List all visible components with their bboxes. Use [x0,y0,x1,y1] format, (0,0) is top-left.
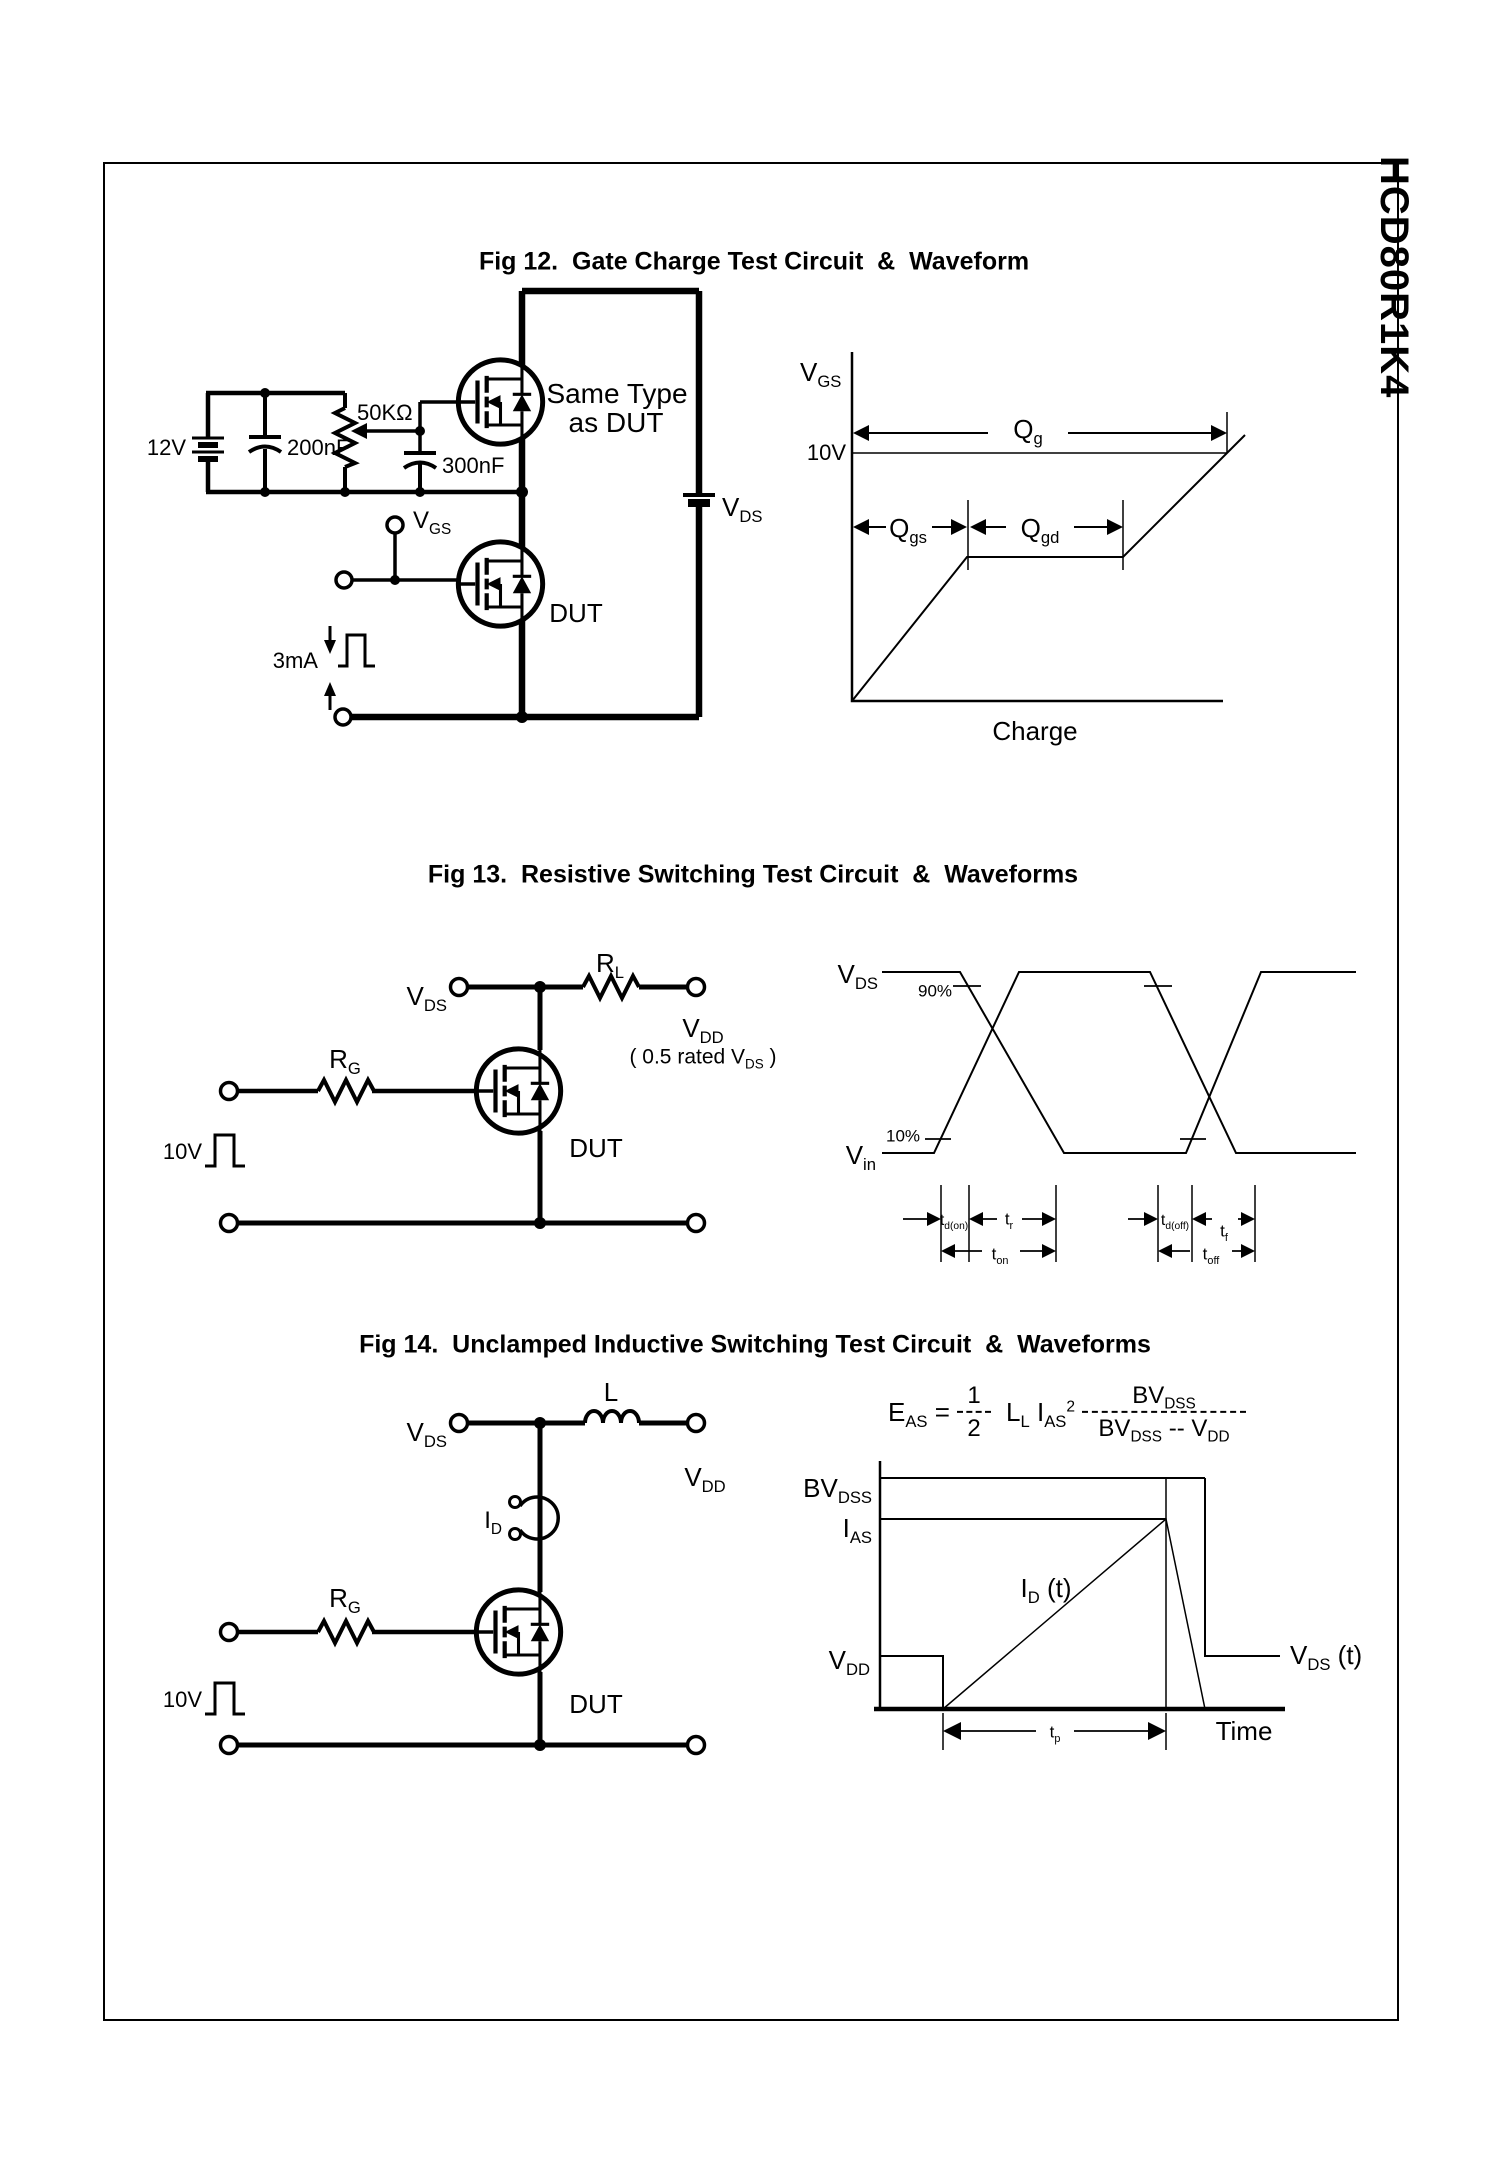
fig14-waveform [874,1461,1285,1750]
fig14-vds-label: $V_{DS}$ [406,1417,447,1452]
fig13-wf-tr-label: $t_r$ [1004,1209,1014,1232]
fig12-supply-label: 12V [146,435,186,460]
fig12-title: Fig 12. Gate Charge Test Circuit & Waveform [478,247,1030,276]
fig14-formula-terms: $L_L$ $I_{AS}^2$ [1006,1397,1076,1432]
fig14-wf-xlabel: Time [1215,1716,1273,1746]
fig12-source-current-label: 3mA [272,648,318,673]
fig13-wf-tf-label: $t_f$ [1220,1221,1228,1244]
fig13-drive-label: 10V [162,1139,202,1164]
fig13-title: Fig 13. Resistive Switching Test Circuit & Waveforms [427,860,1079,889]
fraction-bar [1082,1411,1246,1413]
fraction-numerator: $BV_{DSS}$ [1132,1381,1196,1413]
fig14-formula-bv-fraction [1082,1381,1246,1446]
fig14-formula-half-fraction: 1 2 [955,1383,993,1441]
fig12-wf-yaxis-label: $V_{GS}$ [800,357,842,392]
fig14-terminals [221,1415,705,1754]
fig13-rg-label: $R_G$ [329,1044,361,1079]
mosfet-dut-fig13 [476,1049,560,1133]
mosfet-dut-fig14 [476,1590,560,1674]
fig12-vgs-label: $V_{GS}$ [413,507,452,538]
fig13-vdd-label: $V_{DD}$ [682,1013,724,1048]
fig13-wf-ton-label: $t_{on}$ [991,1244,1009,1267]
fig12-dut-label: DUT [549,598,603,628]
fig12-vds-label: $V_{DS}$ [722,492,763,527]
mosfet-dut-fig12 [458,542,542,626]
fig14-wf-vdst-label: $V_{DS}$ (t) [1290,1640,1363,1675]
fig13-vds-label: $V_{DS}$ [406,981,447,1016]
fig14-current-probe [510,1497,521,1540]
fig12-note-line2: as DUT [568,407,664,438]
fig13-wf-tdoff-label: $t_{d(off)}$ [1160,1212,1190,1233]
fig14-drive-label: 10V [162,1687,202,1712]
fig12-circuit-lines [192,291,715,717]
fig12-wf-xlabel: Charge [992,716,1078,746]
fig13-rl-label: $R_L$ [595,948,625,983]
fig13-wf-tdon-label: $t_{d(on)}$ [939,1212,969,1233]
fig13-wf-vin-label: $V_{in}$ [845,1140,876,1175]
fig13-wf-vds-label: $V_{DS}$ [837,959,878,994]
fig12-wf-qgs-label: $Q_{gs}$ [889,513,927,548]
fig13-wf-p10-label: 10% [885,1126,921,1146]
fig12-note-line1: Same Type [546,378,688,409]
fig13-wf-toff-label: $t_{off}$ [1202,1244,1220,1267]
fig14-wf-ias-label: $I_{AS}$ [842,1513,872,1548]
fraction-denominator: $BV_{DSS} -- V_{DD}$ [1098,1415,1230,1446]
fig14-rg-label: $R_G$ [329,1583,361,1618]
fig12-wf-qg-label: $Q_g$ [1013,414,1043,449]
fig14-wf-idt-label: $I_D$ (t) [1020,1573,1072,1608]
fig12-cap1-label: 200nF [287,435,350,460]
fig13-dut-label: DUT [569,1133,623,1163]
fig12-terminals [335,517,403,725]
fig14-wf-bvdss-label: $BV_{DSS}$ [803,1473,872,1508]
fig14-vdd-label: $V_{DD}$ [684,1462,726,1497]
fig14-formula-lhs: $E_{AS}$ = [888,1397,958,1432]
fig12-pot-label: 50KΩ [357,400,413,425]
mosfet-same-type [458,360,542,444]
fig13-wf-p90-label: 90% [917,981,953,1001]
fig14-id-label: $I_D$ [484,1507,502,1538]
fig14-wf-vdd-label: $V_{DD}$ [828,1645,870,1680]
fig12-wf-qgd-label: $Q_{gd}$ [1020,513,1060,548]
fig14-title: Fig 14. Unclamped Inductive Switching Test Circuit & Waveforms [359,1330,1151,1359]
fig13-terminals [221,979,705,1232]
fraction-bar [957,1411,991,1413]
fig14-dut-label: DUT [569,1689,623,1719]
fig14-wf-tp-label: $t_p$ [1049,1722,1061,1745]
fig12-wf-level-label: 10V [806,440,846,465]
part-number: HCD80R1K4 [1372,156,1416,399]
fig12-cap2-label: 300nF [442,453,505,478]
fig13-rated-note: ( 0.5 rated $V_{DS}$ ) [629,1045,777,1072]
fig14-inductor-label: L [603,1377,619,1407]
